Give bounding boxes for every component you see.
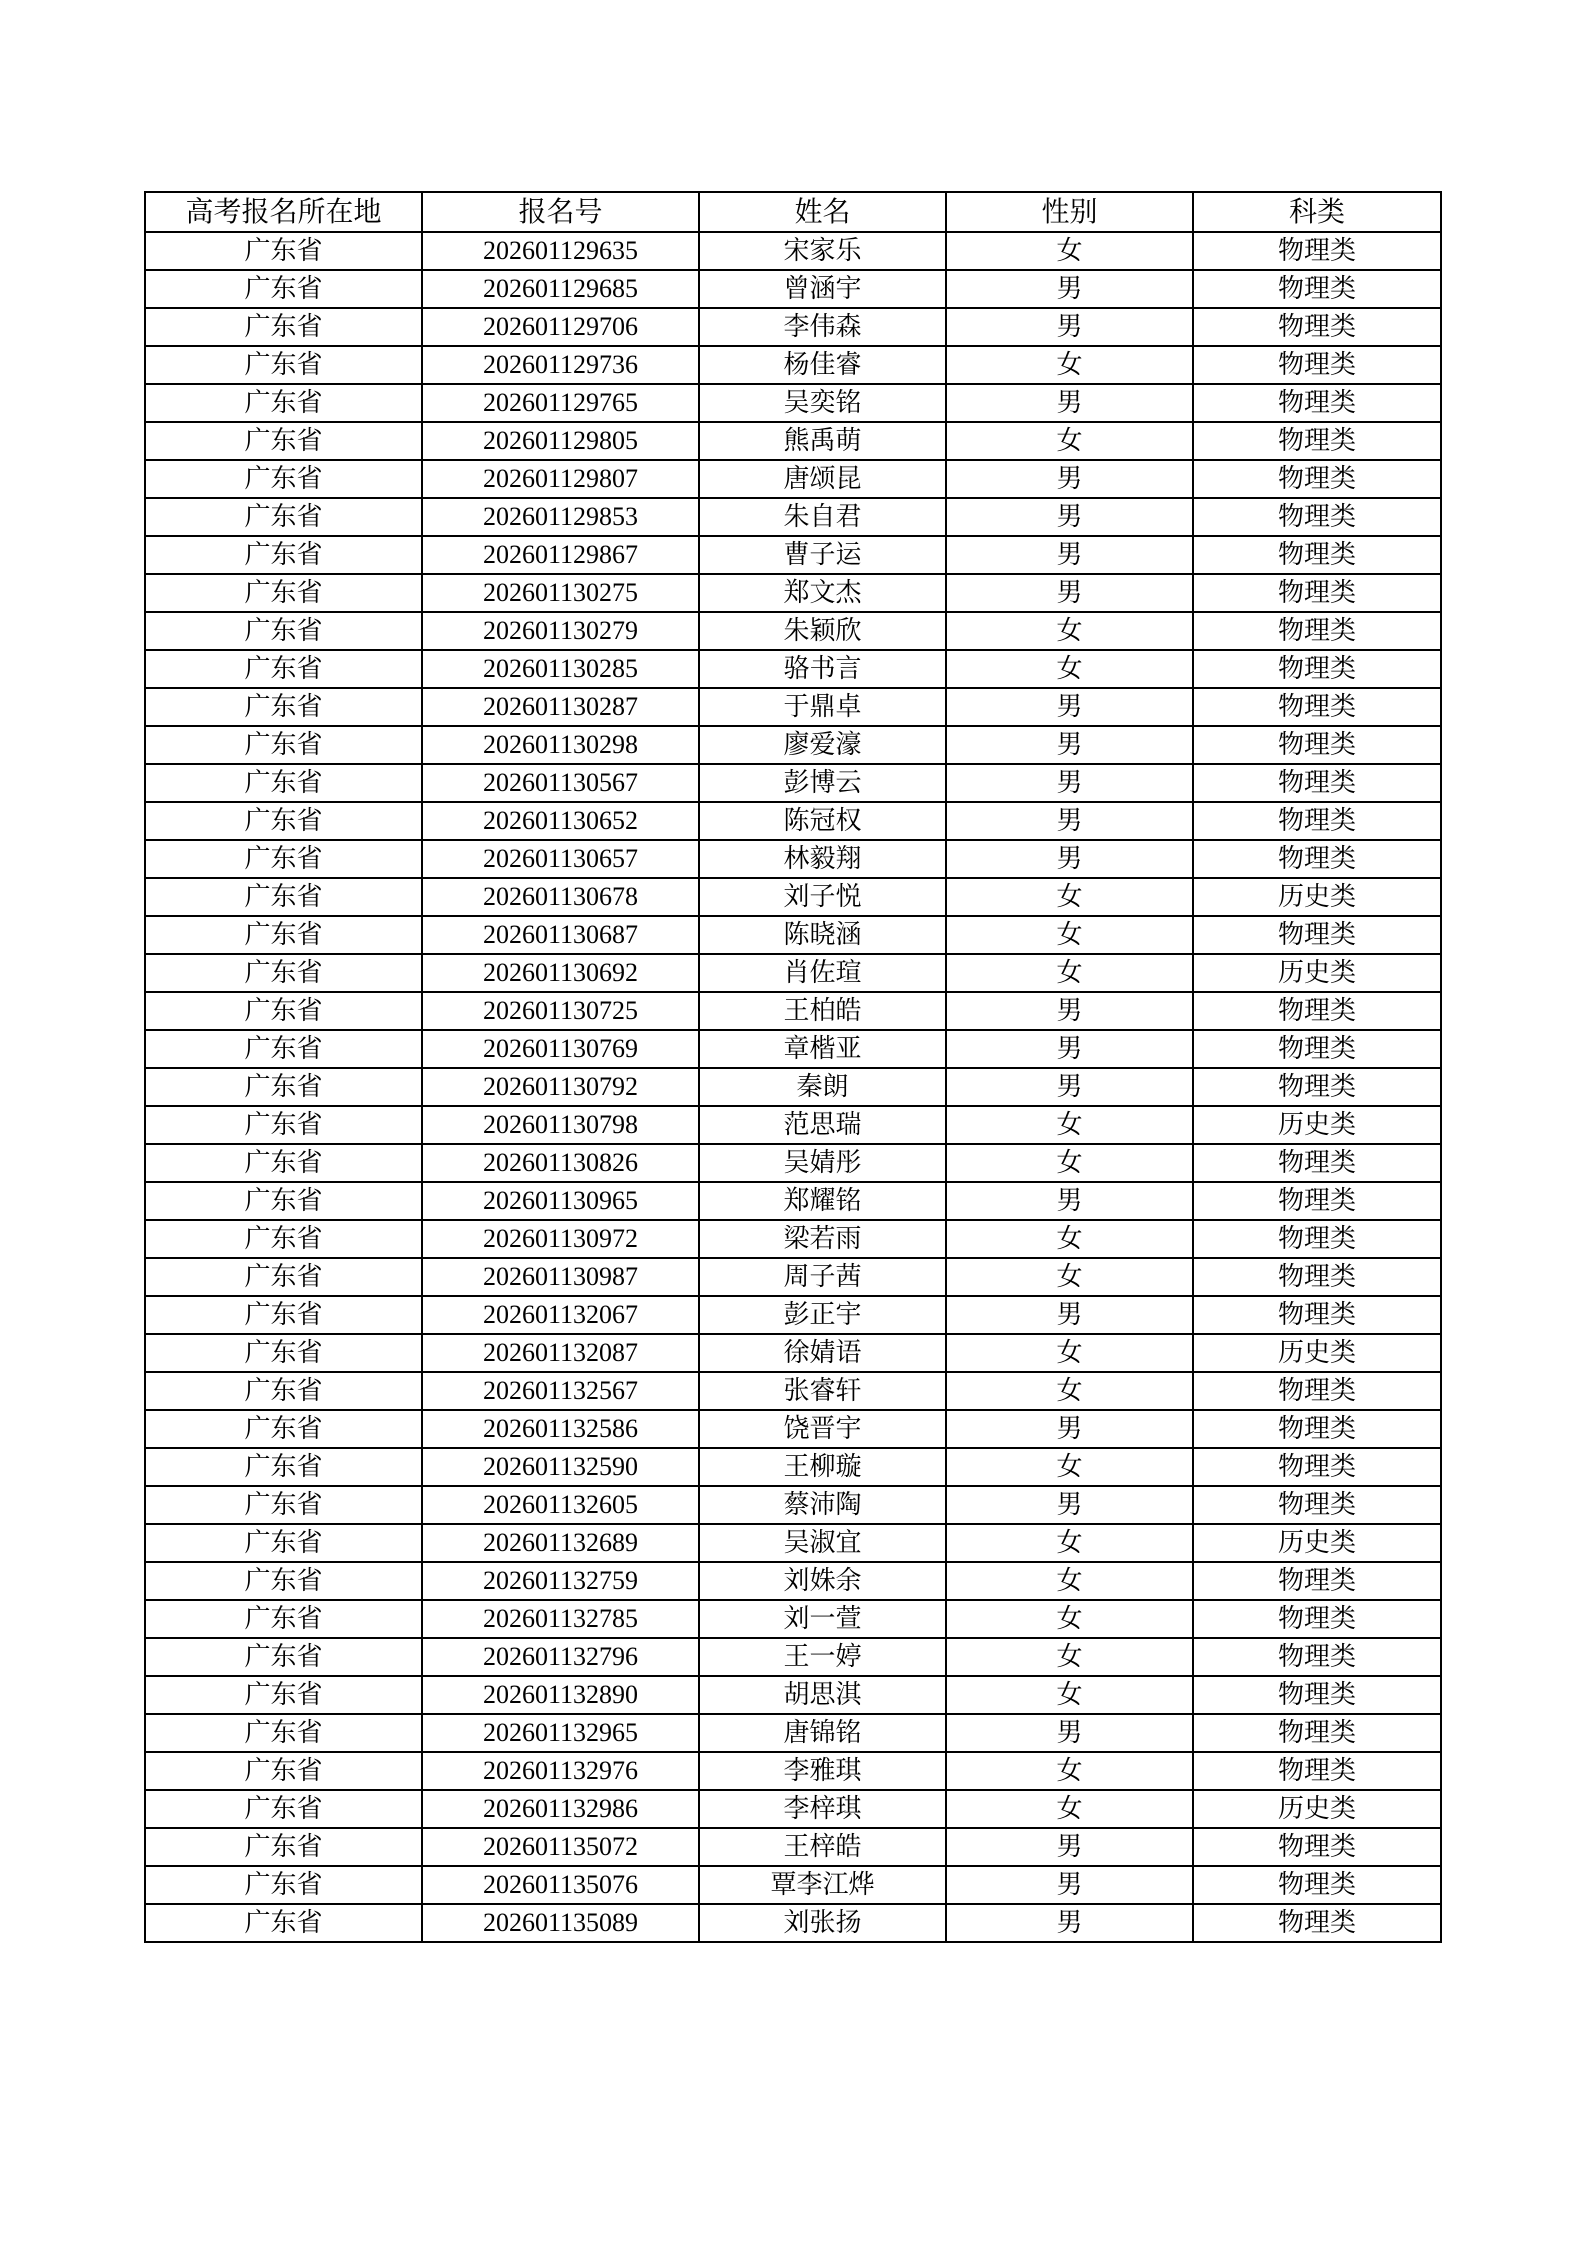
cell-location: 广东省 <box>145 422 422 460</box>
cell-location: 广东省 <box>145 1714 422 1752</box>
cell-name: 秦朗 <box>699 1068 946 1106</box>
cell-gender: 女 <box>946 1258 1193 1296</box>
cell-location: 广东省 <box>145 1448 422 1486</box>
cell-registration-number: 202601130298 <box>422 726 699 764</box>
cell-gender: 男 <box>946 1030 1193 1068</box>
cell-name: 刘姝余 <box>699 1562 946 1600</box>
cell-location: 广东省 <box>145 992 422 1030</box>
cell-registration-number: 202601130972 <box>422 1220 699 1258</box>
cell-gender: 女 <box>946 878 1193 916</box>
cell-gender: 女 <box>946 1752 1193 1790</box>
table-body <box>145 232 1441 1942</box>
cell-registration-number: 202601132067 <box>422 1296 699 1334</box>
cell-subject-category: 历史类 <box>1193 954 1441 992</box>
cell-registration-number: 202601130798 <box>422 1106 699 1144</box>
cell-gender: 男 <box>946 726 1193 764</box>
cell-registration-number: 202601130657 <box>422 840 699 878</box>
cell-registration-number: 202601130652 <box>422 802 699 840</box>
cell-gender: 男 <box>946 1068 1193 1106</box>
cell-location: 广东省 <box>145 270 422 308</box>
cell-registration-number: 202601132567 <box>422 1372 699 1410</box>
cell-subject-category: 物理类 <box>1193 1258 1441 1296</box>
cell-subject-category: 物理类 <box>1193 1448 1441 1486</box>
table-row <box>145 954 1441 992</box>
cell-location: 广东省 <box>145 1638 422 1676</box>
cell-subject-category: 物理类 <box>1193 1410 1441 1448</box>
table-row <box>145 536 1441 574</box>
table-row <box>145 1600 1441 1638</box>
cell-gender: 男 <box>946 1828 1193 1866</box>
cell-location: 广东省 <box>145 1790 422 1828</box>
cell-subject-category: 物理类 <box>1193 422 1441 460</box>
cell-location: 广东省 <box>145 954 422 992</box>
table-row <box>145 1828 1441 1866</box>
cell-registration-number: 202601129805 <box>422 422 699 460</box>
cell-name: 曹子运 <box>699 536 946 574</box>
cell-subject-category: 物理类 <box>1193 688 1441 726</box>
cell-gender: 男 <box>946 270 1193 308</box>
cell-location: 广东省 <box>145 1828 422 1866</box>
cell-registration-number: 202601130285 <box>422 650 699 688</box>
cell-location: 广东省 <box>145 308 422 346</box>
cell-name: 章楷亚 <box>699 1030 946 1068</box>
cell-name: 陈晓涵 <box>699 916 946 954</box>
cell-registration-number: 202601130678 <box>422 878 699 916</box>
cell-location: 广东省 <box>145 498 422 536</box>
cell-name: 李雅琪 <box>699 1752 946 1790</box>
cell-subject-category: 历史类 <box>1193 1790 1441 1828</box>
table-row <box>145 1106 1441 1144</box>
cell-subject-category: 物理类 <box>1193 1562 1441 1600</box>
cell-subject-category: 物理类 <box>1193 992 1441 1030</box>
cell-subject-category: 物理类 <box>1193 1828 1441 1866</box>
cell-registration-number: 202601130725 <box>422 992 699 1030</box>
cell-registration-number: 202601132785 <box>422 1600 699 1638</box>
cell-gender: 男 <box>946 992 1193 1030</box>
cell-location: 广东省 <box>145 574 422 612</box>
cell-gender: 女 <box>946 1144 1193 1182</box>
cell-gender: 女 <box>946 954 1193 992</box>
cell-gender: 女 <box>946 650 1193 688</box>
table-row <box>145 384 1441 422</box>
cell-location: 广东省 <box>145 1600 422 1638</box>
table-row <box>145 1676 1441 1714</box>
cell-name: 饶晋宇 <box>699 1410 946 1448</box>
cell-registration-number: 202601129853 <box>422 498 699 536</box>
table-row <box>145 308 1441 346</box>
cell-name: 郑耀铭 <box>699 1182 946 1220</box>
cell-gender: 男 <box>946 1410 1193 1448</box>
cell-name: 郑文杰 <box>699 574 946 612</box>
cell-registration-number: 202601129765 <box>422 384 699 422</box>
cell-subject-category: 物理类 <box>1193 1296 1441 1334</box>
cell-location: 广东省 <box>145 650 422 688</box>
cell-subject-category: 物理类 <box>1193 1030 1441 1068</box>
cell-name: 彭正宇 <box>699 1296 946 1334</box>
cell-name: 胡思淇 <box>699 1676 946 1714</box>
cell-location: 广东省 <box>145 1068 422 1106</box>
table-row <box>145 1410 1441 1448</box>
cell-name: 于鼎卓 <box>699 688 946 726</box>
table-row <box>145 1182 1441 1220</box>
cell-location: 广东省 <box>145 460 422 498</box>
cell-name: 周子茜 <box>699 1258 946 1296</box>
cell-gender: 女 <box>946 1600 1193 1638</box>
cell-location: 广东省 <box>145 1904 422 1942</box>
cell-name: 骆书言 <box>699 650 946 688</box>
cell-location: 广东省 <box>145 1410 422 1448</box>
cell-gender: 女 <box>946 1106 1193 1144</box>
cell-registration-number: 202601132976 <box>422 1752 699 1790</box>
cell-location: 广东省 <box>145 1030 422 1068</box>
table-row <box>145 1258 1441 1296</box>
header-registration-number: 报名号 <box>422 192 699 232</box>
cell-registration-number: 202601129635 <box>422 232 699 270</box>
cell-subject-category: 物理类 <box>1193 764 1441 802</box>
cell-location: 广东省 <box>145 612 422 650</box>
cell-registration-number: 202601132759 <box>422 1562 699 1600</box>
table-row <box>145 460 1441 498</box>
cell-name: 王柳璇 <box>699 1448 946 1486</box>
cell-gender: 女 <box>946 1524 1193 1562</box>
cell-name: 朱自君 <box>699 498 946 536</box>
cell-name: 唐锦铭 <box>699 1714 946 1752</box>
cell-gender: 男 <box>946 1486 1193 1524</box>
cell-location: 广东省 <box>145 726 422 764</box>
table-row <box>145 1372 1441 1410</box>
table-row <box>145 422 1441 460</box>
cell-gender: 男 <box>946 764 1193 802</box>
cell-subject-category: 物理类 <box>1193 1904 1441 1942</box>
cell-location: 广东省 <box>145 1372 422 1410</box>
cell-name: 王柏皓 <box>699 992 946 1030</box>
table-row <box>145 270 1441 308</box>
cell-gender: 女 <box>946 1448 1193 1486</box>
cell-location: 广东省 <box>145 688 422 726</box>
cell-gender: 女 <box>946 1676 1193 1714</box>
header-location: 高考报名所在地 <box>145 192 422 232</box>
cell-name: 宋家乐 <box>699 232 946 270</box>
cell-registration-number: 202601130965 <box>422 1182 699 1220</box>
cell-gender: 男 <box>946 840 1193 878</box>
cell-gender: 男 <box>946 536 1193 574</box>
cell-registration-number: 202601132605 <box>422 1486 699 1524</box>
cell-name: 张睿轩 <box>699 1372 946 1410</box>
table-row <box>145 802 1441 840</box>
cell-name: 李伟森 <box>699 308 946 346</box>
cell-name: 唐颂昆 <box>699 460 946 498</box>
table-row <box>145 1562 1441 1600</box>
cell-name: 朱颖欣 <box>699 612 946 650</box>
cell-subject-category: 物理类 <box>1193 1068 1441 1106</box>
cell-subject-category: 物理类 <box>1193 840 1441 878</box>
cell-location: 广东省 <box>145 1258 422 1296</box>
table-row <box>145 1334 1441 1372</box>
cell-registration-number: 202601130567 <box>422 764 699 802</box>
table-row <box>145 878 1441 916</box>
table-row <box>145 1030 1441 1068</box>
cell-subject-category: 历史类 <box>1193 1106 1441 1144</box>
cell-subject-category: 物理类 <box>1193 1220 1441 1258</box>
table-row <box>145 1904 1441 1942</box>
table-row <box>145 1866 1441 1904</box>
cell-registration-number: 202601132586 <box>422 1410 699 1448</box>
cell-location: 广东省 <box>145 384 422 422</box>
cell-subject-category: 物理类 <box>1193 308 1441 346</box>
cell-registration-number: 202601129807 <box>422 460 699 498</box>
cell-location: 广东省 <box>145 232 422 270</box>
cell-subject-category: 历史类 <box>1193 1524 1441 1562</box>
cell-gender: 男 <box>946 460 1193 498</box>
cell-name: 蔡沛陶 <box>699 1486 946 1524</box>
cell-name: 杨佳睿 <box>699 346 946 384</box>
table-row <box>145 232 1441 270</box>
cell-gender: 女 <box>946 1372 1193 1410</box>
cell-name: 徐婧语 <box>699 1334 946 1372</box>
cell-name: 吴淑宜 <box>699 1524 946 1562</box>
cell-name: 曾涵宇 <box>699 270 946 308</box>
cell-name: 刘子悦 <box>699 878 946 916</box>
cell-gender: 男 <box>946 1714 1193 1752</box>
cell-registration-number: 202601135072 <box>422 1828 699 1866</box>
cell-location: 广东省 <box>145 1296 422 1334</box>
cell-gender: 男 <box>946 1866 1193 1904</box>
cell-location: 广东省 <box>145 916 422 954</box>
cell-name: 梁若雨 <box>699 1220 946 1258</box>
cell-registration-number: 202601132965 <box>422 1714 699 1752</box>
cell-registration-number: 202601130826 <box>422 1144 699 1182</box>
cell-registration-number: 202601130279 <box>422 612 699 650</box>
table-row <box>145 498 1441 536</box>
table-row <box>145 1486 1441 1524</box>
cell-subject-category: 物理类 <box>1193 916 1441 954</box>
table-row <box>145 1220 1441 1258</box>
cell-registration-number: 202601132890 <box>422 1676 699 1714</box>
cell-name: 王一婷 <box>699 1638 946 1676</box>
table-row <box>145 1144 1441 1182</box>
cell-name: 吴婧彤 <box>699 1144 946 1182</box>
cell-location: 广东省 <box>145 1676 422 1714</box>
cell-gender: 女 <box>946 346 1193 384</box>
cell-subject-category: 物理类 <box>1193 574 1441 612</box>
cell-gender: 男 <box>946 308 1193 346</box>
cell-location: 广东省 <box>145 1182 422 1220</box>
table-row <box>145 916 1441 954</box>
table-row <box>145 612 1441 650</box>
cell-subject-category: 历史类 <box>1193 1334 1441 1372</box>
cell-registration-number: 202601130792 <box>422 1068 699 1106</box>
table-row <box>145 764 1441 802</box>
table-row <box>145 1790 1441 1828</box>
cell-location: 广东省 <box>145 1334 422 1372</box>
cell-subject-category: 物理类 <box>1193 536 1441 574</box>
cell-registration-number: 202601135076 <box>422 1866 699 1904</box>
table-row <box>145 650 1441 688</box>
cell-registration-number: 202601135089 <box>422 1904 699 1942</box>
cell-location: 广东省 <box>145 1486 422 1524</box>
cell-registration-number: 202601132986 <box>422 1790 699 1828</box>
cell-gender: 女 <box>946 1638 1193 1676</box>
header-row <box>145 192 1441 232</box>
cell-name: 刘张扬 <box>699 1904 946 1942</box>
cell-name: 王梓皓 <box>699 1828 946 1866</box>
cell-gender: 女 <box>946 1220 1193 1258</box>
cell-registration-number: 202601129685 <box>422 270 699 308</box>
cell-subject-category: 历史类 <box>1193 878 1441 916</box>
header-name: 姓名 <box>699 192 946 232</box>
cell-name: 覃李江烨 <box>699 1866 946 1904</box>
cell-registration-number: 202601132590 <box>422 1448 699 1486</box>
table-row <box>145 1752 1441 1790</box>
cell-registration-number: 202601130275 <box>422 574 699 612</box>
cell-registration-number: 202601130692 <box>422 954 699 992</box>
table-row <box>145 840 1441 878</box>
cell-location: 广东省 <box>145 878 422 916</box>
cell-gender: 男 <box>946 1296 1193 1334</box>
cell-location: 广东省 <box>145 802 422 840</box>
cell-name: 吴奕铭 <box>699 384 946 422</box>
table-row <box>145 688 1441 726</box>
cell-name: 范思瑞 <box>699 1106 946 1144</box>
cell-registration-number: 202601130687 <box>422 916 699 954</box>
cell-gender: 女 <box>946 422 1193 460</box>
cell-gender: 男 <box>946 1182 1193 1220</box>
cell-name: 肖佐瑄 <box>699 954 946 992</box>
cell-location: 广东省 <box>145 1866 422 1904</box>
cell-location: 广东省 <box>145 346 422 384</box>
cell-subject-category: 物理类 <box>1193 346 1441 384</box>
cell-gender: 女 <box>946 1334 1193 1372</box>
table-row <box>145 574 1441 612</box>
cell-location: 广东省 <box>145 1524 422 1562</box>
table-row <box>145 1296 1441 1334</box>
cell-location: 广东省 <box>145 1752 422 1790</box>
cell-registration-number: 202601129736 <box>422 346 699 384</box>
cell-subject-category: 物理类 <box>1193 1144 1441 1182</box>
cell-registration-number: 202601130287 <box>422 688 699 726</box>
cell-registration-number: 202601132796 <box>422 1638 699 1676</box>
table-row <box>145 1068 1441 1106</box>
cell-subject-category: 物理类 <box>1193 232 1441 270</box>
cell-registration-number: 202601130987 <box>422 1258 699 1296</box>
table-row <box>145 726 1441 764</box>
table-row <box>145 1448 1441 1486</box>
cell-subject-category: 物理类 <box>1193 1676 1441 1714</box>
cell-subject-category: 物理类 <box>1193 1638 1441 1676</box>
cell-name: 林毅翔 <box>699 840 946 878</box>
cell-subject-category: 物理类 <box>1193 498 1441 536</box>
cell-name: 彭博云 <box>699 764 946 802</box>
cell-gender: 男 <box>946 688 1193 726</box>
cell-subject-category: 物理类 <box>1193 384 1441 422</box>
cell-name: 李梓琪 <box>699 1790 946 1828</box>
table-row <box>145 346 1441 384</box>
cell-location: 广东省 <box>145 1220 422 1258</box>
cell-subject-category: 物理类 <box>1193 1600 1441 1638</box>
cell-subject-category: 物理类 <box>1193 726 1441 764</box>
student-roster-table <box>144 191 1442 1943</box>
cell-subject-category: 物理类 <box>1193 1372 1441 1410</box>
cell-gender: 男 <box>946 574 1193 612</box>
table-row <box>145 992 1441 1030</box>
cell-registration-number: 202601129867 <box>422 536 699 574</box>
cell-subject-category: 物理类 <box>1193 1486 1441 1524</box>
header-gender: 性别 <box>946 192 1193 232</box>
cell-subject-category: 物理类 <box>1193 612 1441 650</box>
cell-registration-number: 202601129706 <box>422 308 699 346</box>
table-row <box>145 1524 1441 1562</box>
cell-subject-category: 物理类 <box>1193 270 1441 308</box>
cell-name: 刘一萱 <box>699 1600 946 1638</box>
cell-registration-number: 202601130769 <box>422 1030 699 1068</box>
cell-name: 陈冠权 <box>699 802 946 840</box>
cell-location: 广东省 <box>145 1562 422 1600</box>
table-header <box>145 192 1441 232</box>
header-subject-category: 科类 <box>1193 192 1441 232</box>
cell-subject-category: 物理类 <box>1193 1714 1441 1752</box>
cell-subject-category: 物理类 <box>1193 802 1441 840</box>
table-row <box>145 1714 1441 1752</box>
cell-gender: 女 <box>946 612 1193 650</box>
cell-location: 广东省 <box>145 1106 422 1144</box>
cell-location: 广东省 <box>145 840 422 878</box>
cell-subject-category: 物理类 <box>1193 1182 1441 1220</box>
cell-gender: 女 <box>946 1562 1193 1600</box>
cell-gender: 女 <box>946 1790 1193 1828</box>
cell-location: 广东省 <box>145 1144 422 1182</box>
cell-subject-category: 物理类 <box>1193 1752 1441 1790</box>
cell-gender: 女 <box>946 232 1193 270</box>
cell-subject-category: 物理类 <box>1193 650 1441 688</box>
cell-name: 熊禹萌 <box>699 422 946 460</box>
table-row <box>145 1638 1441 1676</box>
cell-gender: 男 <box>946 802 1193 840</box>
cell-subject-category: 物理类 <box>1193 460 1441 498</box>
cell-gender: 男 <box>946 498 1193 536</box>
cell-gender: 男 <box>946 384 1193 422</box>
cell-gender: 女 <box>946 916 1193 954</box>
cell-registration-number: 202601132087 <box>422 1334 699 1372</box>
cell-subject-category: 物理类 <box>1193 1866 1441 1904</box>
cell-location: 广东省 <box>145 764 422 802</box>
cell-location: 广东省 <box>145 536 422 574</box>
cell-registration-number: 202601132689 <box>422 1524 699 1562</box>
cell-name: 廖爱濠 <box>699 726 946 764</box>
cell-gender: 男 <box>946 1904 1193 1942</box>
